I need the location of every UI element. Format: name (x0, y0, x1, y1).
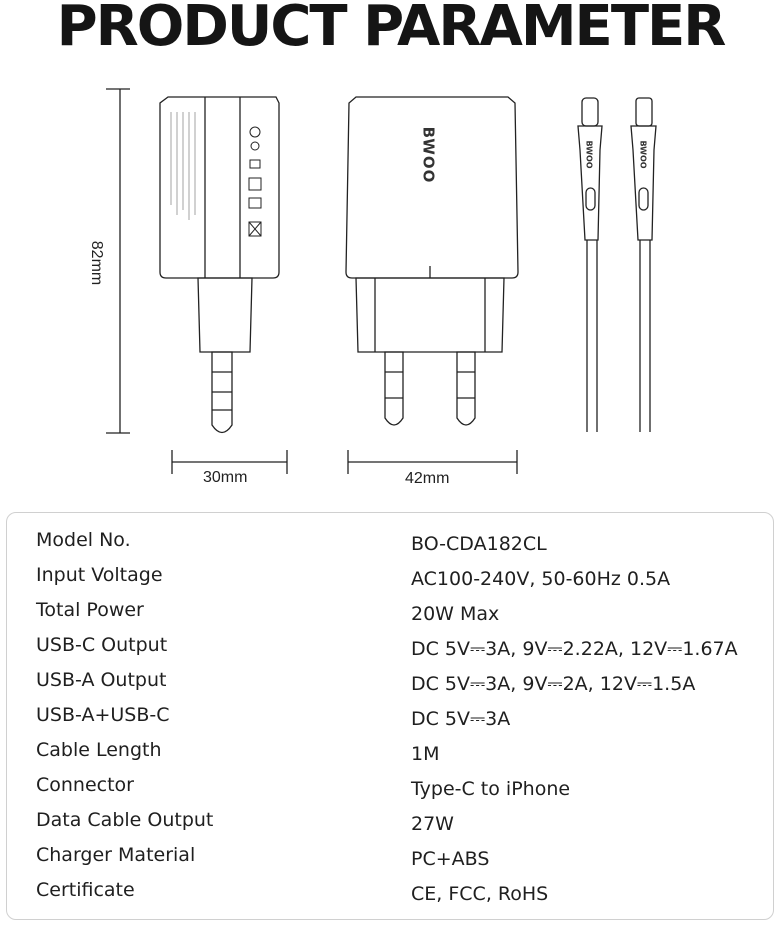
spec-value: 27W (411, 813, 454, 835)
spec-value: Type-C to iPhone (411, 778, 571, 800)
page-title: PRODUCT PARAMETER (56, 0, 725, 59)
spec-label: Total Power (36, 599, 144, 621)
spec-row (7, 879, 775, 914)
spec-row (7, 774, 775, 809)
spec-label: USB-C Output (36, 634, 168, 656)
side-width-dimension-label: 30mm (203, 469, 248, 486)
spec-value: PC+ABS (411, 848, 490, 870)
spec-label: USB-A+USB-C (36, 704, 170, 726)
spec-row (7, 564, 775, 599)
spec-value: DC 5V⎓3A (411, 708, 511, 730)
spec-value: 1M (411, 743, 440, 765)
spec-label: USB-A Output (36, 669, 167, 691)
spec-row (7, 634, 775, 669)
front-width-dimension-label: 42mm (405, 470, 450, 487)
spec-row (7, 809, 775, 844)
spec-label: Input Voltage (36, 564, 163, 586)
spec-label: Data Cable Output (36, 809, 214, 831)
spec-label: Model No. (36, 529, 131, 551)
spec-row (7, 529, 775, 564)
spec-row (7, 669, 775, 704)
spec-table (6, 512, 774, 920)
cable-brand-logo: BWOO (584, 140, 594, 169)
charger-side-view (160, 97, 279, 433)
spec-value: AC100-240V, 50-60Hz 0.5A (411, 568, 671, 590)
spec-row (7, 844, 775, 879)
height-dimension-line (106, 89, 130, 433)
spec-value: CE, FCC, RoHS (411, 883, 549, 905)
charger-brand-logo: BWOO (419, 126, 438, 184)
height-dimension-label: 82mm (88, 240, 106, 286)
spec-label: Connector (36, 774, 134, 796)
certification-marks-icon (249, 127, 261, 236)
spec-label: Charger Material (36, 844, 196, 866)
spec-value: BO-CDA182CL (411, 533, 547, 555)
spec-value: DC 5V⎓3A, 9V⎓2.22A, 12V⎓1.67A (411, 638, 738, 660)
spec-row (7, 599, 775, 634)
spec-label: Certificate (36, 879, 135, 901)
spec-row (7, 704, 775, 739)
spec-value: DC 5V⎓3A, 9V⎓2A, 12V⎓1.5A (411, 673, 696, 695)
spec-label: Cable Length (36, 739, 162, 761)
cable-brand-logo-2: BWOO (638, 140, 648, 169)
spec-row (7, 739, 775, 774)
spec-value: 20W Max (411, 603, 500, 625)
